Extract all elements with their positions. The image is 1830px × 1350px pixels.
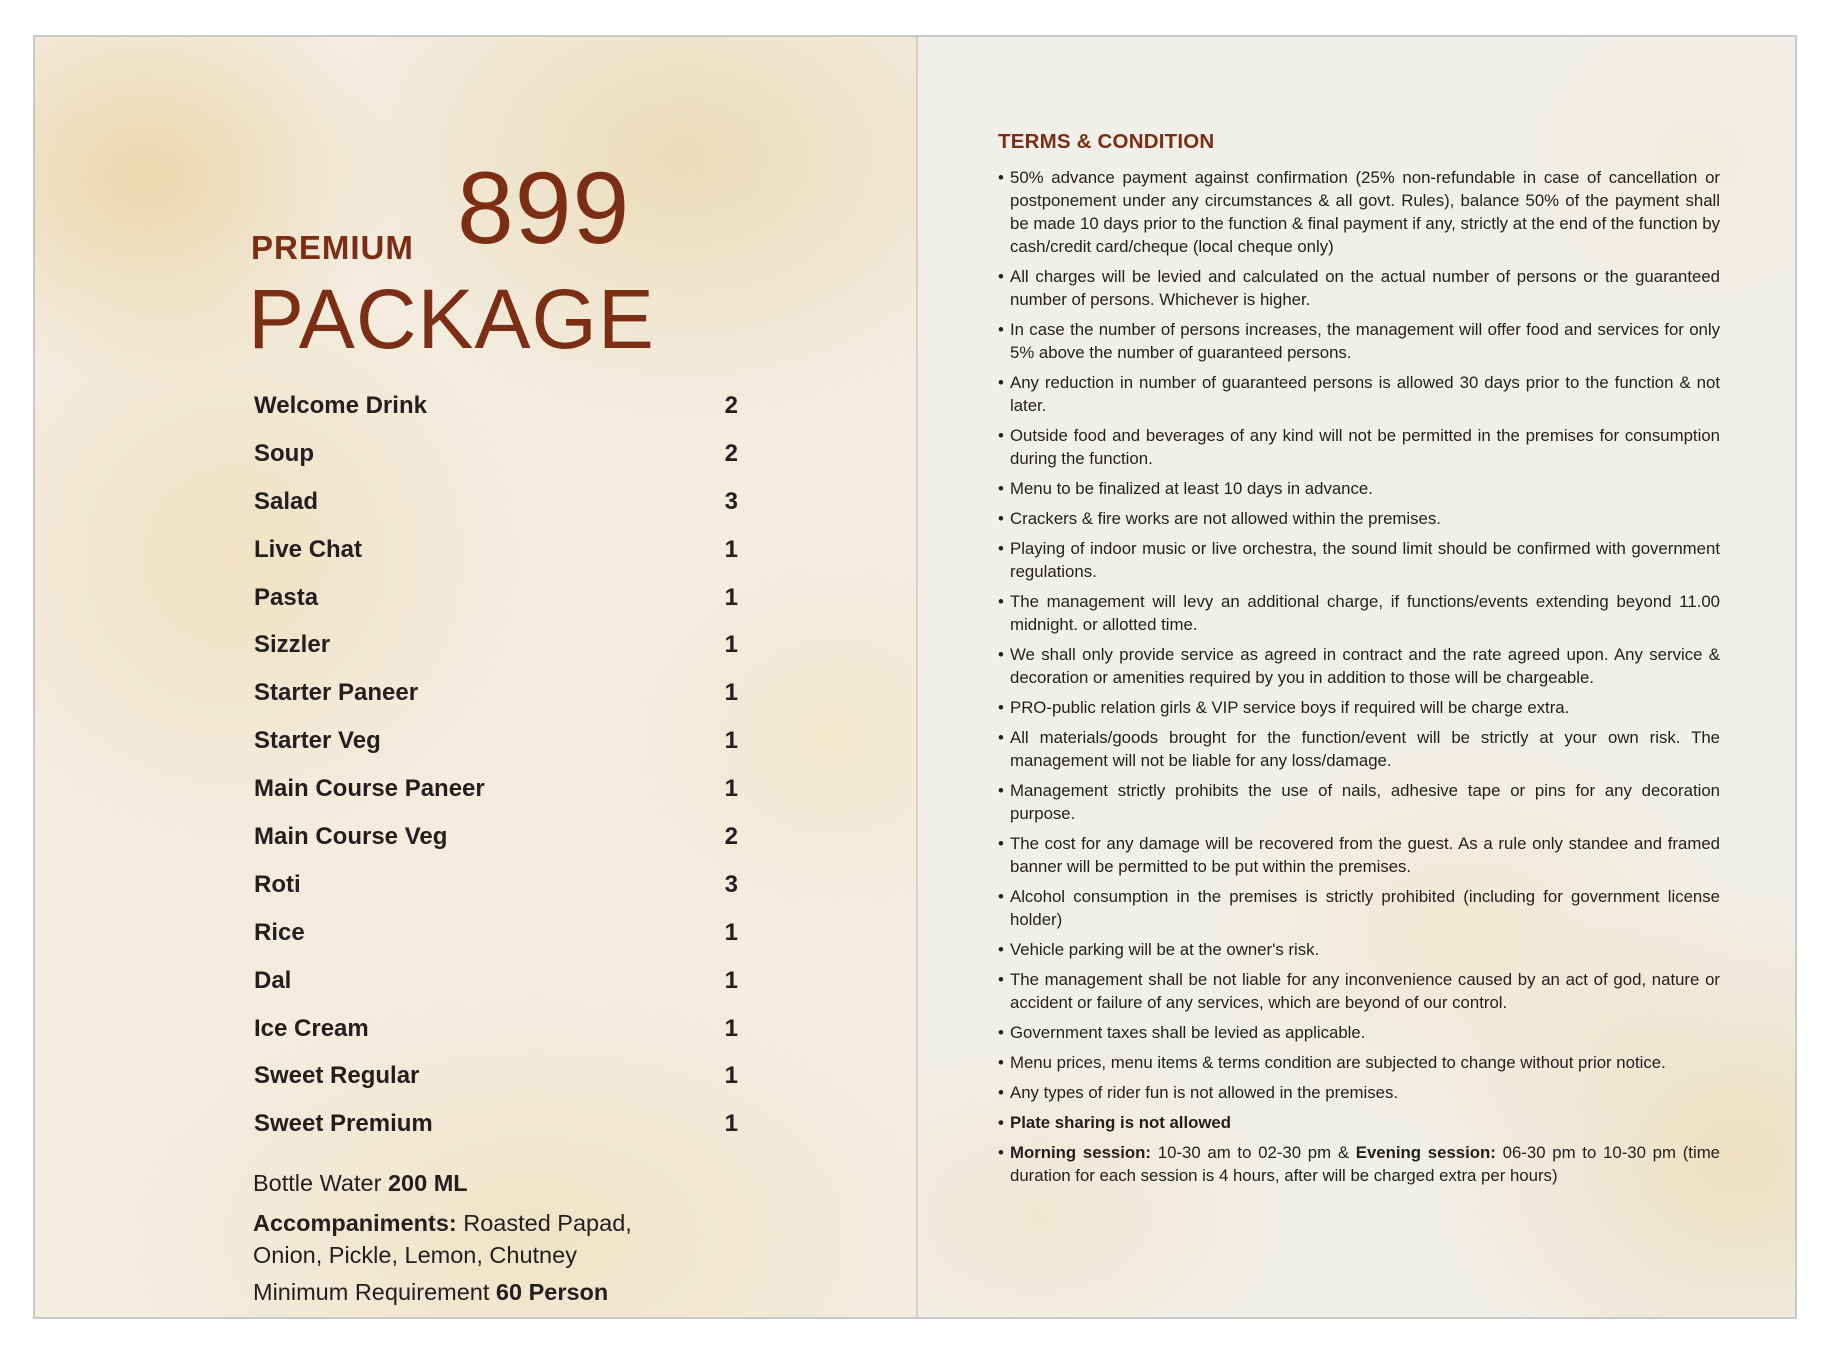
terms-page [918, 37, 1795, 1317]
terms-item: • Playing of indoor music or live orchestra, the sound limit should be confirmed with government regulations. [998, 537, 1720, 583]
menu-item-name: Dal [254, 966, 292, 994]
package-notes [253, 1170, 693, 1316]
menu-item [254, 621, 738, 669]
menu-item-name: Soup [254, 439, 314, 467]
menu-item-qty: 2 [724, 822, 738, 850]
menu-item [254, 478, 738, 526]
menu-list [254, 382, 738, 1148]
menu-item-qty: 3 [724, 870, 738, 898]
package-price: 899 [457, 151, 631, 265]
terms-section [998, 130, 1720, 1194]
menu-item [254, 813, 738, 861]
menu-item [254, 861, 738, 909]
evening-session-label: Evening session: [1355, 1143, 1496, 1162]
menu-item-qty: 1 [724, 679, 738, 707]
terms-item: • PRO-public relation girls & VIP service boys if required will be charge extra. [998, 696, 1720, 719]
menu-item-name: Rice [254, 918, 305, 946]
menu-item-name: Sizzler [254, 631, 331, 659]
menu-item-qty: 1 [724, 583, 738, 611]
minimum-requirement-note [253, 1279, 693, 1306]
terms-item: • The management will levy an additional charge, if functions/events extending beyond 11.00 midnight. or allotted time. [998, 590, 1720, 636]
terms-item: • Vehicle parking will be at the owner's risk. [998, 938, 1720, 961]
menu-item-name: Starter Paneer [254, 679, 419, 707]
terms-item: • All materials/goods brought for the function/event will be strictly at your own risk. The management will not be liable for any loss/damage. [998, 726, 1720, 772]
terms-item: • Government taxes shall be levied as applicable. [998, 1021, 1720, 1044]
morning-session-value: 10-30 am to 02-30 pm & [1157, 1143, 1350, 1162]
menu-item [254, 957, 738, 1005]
menu-item-name: Main Course Paneer [254, 775, 485, 803]
menu-item [254, 382, 738, 430]
accompaniments-label: Accompaniments: [253, 1210, 457, 1236]
terms-item: • The management shall be not liable for any inconvenience caused by an act of god, nature or accident or failure of any services, which are beyond of our control. [998, 968, 1720, 1014]
terms-item: • Menu to be finalized at least 10 days in advance. [998, 477, 1720, 500]
menu-item [254, 1005, 738, 1053]
menu-item-name: Sweet Premium [254, 1110, 433, 1138]
terms-title: TERMS & CONDITION [998, 130, 1215, 153]
terms-item: • The cost for any damage will be recovered from the guest. As a rule only standee and framed banner will be permitted to be put within the premises. [998, 832, 1720, 878]
morning-session-label: Morning session: [1010, 1143, 1151, 1162]
menu-item-qty: 1 [724, 1110, 738, 1138]
menu-item [254, 1052, 738, 1100]
terms-list [998, 166, 1720, 1187]
menu-item-qty: 2 [724, 391, 738, 419]
evening-session-value: 06-30 pm to 10-30 pm (time duration for each session is 4 hours, after will be charged extra per hours) [1010, 1143, 1721, 1185]
menu-item-name: Welcome Drink [254, 391, 427, 419]
menu-item-name: Roti [254, 870, 301, 898]
package-premium-label: PREMIUM [251, 229, 414, 266]
menu-item-name: Sweet Regular [254, 1062, 420, 1090]
menu-item-qty: 1 [724, 535, 738, 563]
terms-item: • Crackers & fire works are not allowed within the premises. [998, 507, 1720, 530]
menu-item-qty: 1 [724, 631, 738, 659]
menu-item-qty: 1 [724, 1062, 738, 1090]
terms-item: • Alcohol consumption in the premises is strictly prohibited (including for government license holder) [998, 885, 1720, 931]
terms-item: • Management strictly prohibits the use of nails, adhesive tape or pins for any decoration purpose. [998, 779, 1720, 825]
terms-item: • Any reduction in number of guaranteed persons is allowed 30 days prior to the function & not later. [998, 371, 1720, 417]
bottle-water-value: 200 ML [387, 1170, 468, 1196]
menu-item [254, 430, 738, 478]
menu-item-name: Live Chat [254, 535, 363, 563]
terms-item: • In case the number of persons increases, the management will offer food and services for only 5% above the number of guaranteed persons. [998, 318, 1720, 364]
menu-item-name: Ice Cream [254, 1014, 369, 1042]
menu-item-qty: 1 [724, 775, 738, 803]
menu-item [254, 526, 738, 574]
menu-item-qty: 1 [724, 1014, 738, 1042]
terms-item: • We shall only provide service as agreed in contract and the rate agreed upon. Any service & decoration or amenities required by you in addition to those will be chargeable. [998, 643, 1720, 689]
menu-item-name: Starter Veg [254, 727, 381, 755]
terms-item: • Any types of rider fun is not allowed in the premises. [998, 1081, 1720, 1104]
accompaniments-note [253, 1207, 693, 1271]
menu-item-qty: 1 [724, 918, 738, 946]
menu-item-qty: 2 [724, 439, 738, 467]
menu-item-name: Salad [254, 487, 319, 515]
terms-item: • All charges will be levied and calculated on the actual number of persons or the guaranteed number of persons. Whichever is higher. [998, 265, 1720, 311]
accompaniments-value: Roasted Papad, Onion, Pickle, Lemon, Chutney [253, 1210, 632, 1268]
package-title: PACKAGE [248, 272, 655, 366]
bottle-water-note [253, 1170, 693, 1197]
menu-item [254, 909, 738, 957]
terms-item: • 50% advance payment against confirmation (25% non-refundable in case of cancellation or postponement under any circumstances & all govt. Rules), balance 50% of the payment shall be made 10 days prior to the function & final payment if any, strictly at the end of the function by cash/credit card/cheque (local cheque only) [998, 166, 1720, 258]
bottle-water-label: Bottle Water [253, 1170, 382, 1196]
menu-item [254, 669, 738, 717]
terms-item: • Menu prices, menu items & terms condition are subjected to change without prior notice. [998, 1051, 1720, 1074]
menu-item [254, 574, 738, 622]
minimum-requirement-value: 60 Person [495, 1279, 609, 1305]
menu-item [254, 1100, 738, 1148]
package-page [35, 37, 918, 1317]
menu-item-name: Main Course Veg [254, 822, 448, 850]
menu-item [254, 717, 738, 765]
terms-item-session [998, 1141, 1720, 1187]
brochure-spread [33, 35, 1797, 1319]
menu-item-name: Pasta [254, 583, 319, 611]
minimum-requirement-label: Minimum Requirement [253, 1279, 490, 1305]
menu-item-qty: 3 [724, 487, 738, 515]
terms-item: • Plate sharing is not allowed [998, 1111, 1720, 1134]
terms-item: • Outside food and beverages of any kind will not be permitted in the premises for consumption during the function. [998, 424, 1720, 470]
menu-item-qty: 1 [724, 727, 738, 755]
menu-item [254, 765, 738, 813]
menu-item-qty: 1 [724, 966, 738, 994]
